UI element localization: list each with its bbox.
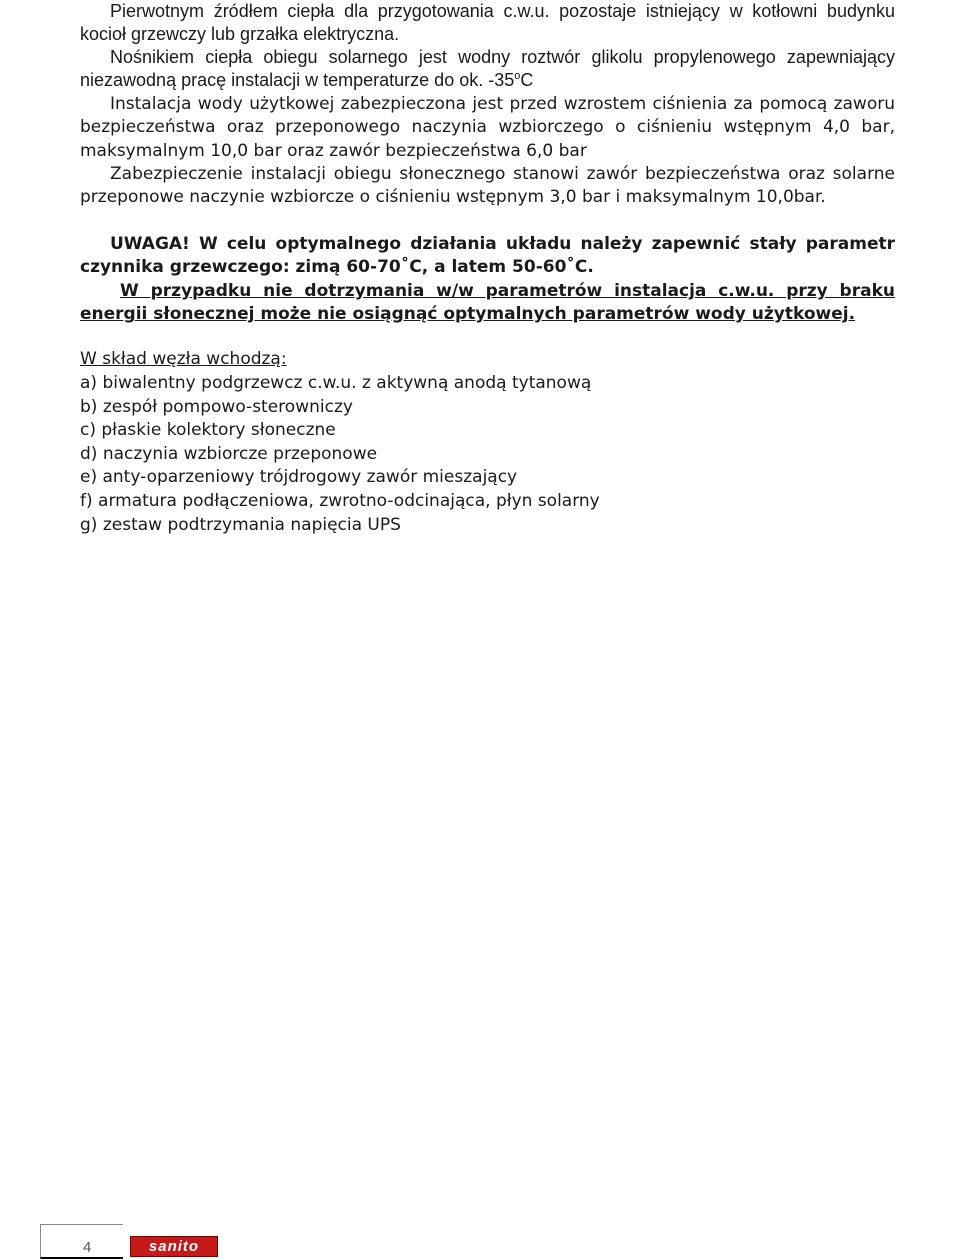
page-number: 4: [83, 1239, 92, 1256]
list-item: c) płaskie kolektory słoneczne: [80, 420, 336, 441]
page-number-box: [40, 1224, 123, 1259]
components-list: [80, 372, 600, 537]
list-item: b) zespół pompowo-sterowniczy: [80, 396, 353, 417]
paragraph-water-protection: Instalacja wody użytkowej zabezpieczona jest przed wzrostem ciśnienia za pomocą zaworu bezpieczeństwa oraz przeponowego naczynia wzbiorczego o ciśnieniu wstępnym 4,0 bar, maksymalnym 10,0 bar oraz zawór bezpieczeństwa 6,0 bar: [80, 94, 895, 161]
temperature-unit: C: [520, 70, 534, 91]
warning-underlined-text: W przypadku nie dotrzymania w/w parametrów instalacja c.w.u. przy braku energii słonecznej może nie osiągnąć optymalnych parametrów wody użytkowej.: [80, 281, 895, 325]
paragraph-solar-protection: Zabezpieczenie instalacji obiegu słonecznego stanowi zawór bezpieczeństwa oraz solarne przeponowe naczynie wzbiorcze o ciśnieniu wstępnym 3,0 bar i maksymalnym 10,0bar.: [80, 164, 895, 208]
list-item: g) zestaw podtrzymania napięcia UPS: [80, 514, 401, 535]
warning-text: UWAGA! W celu optymalnego działania układu należy zapewnić stały parametr czynnika grzewczego: zimą 60-70˚C, a latem 50-60˚C.: [80, 234, 895, 278]
paragraph-solar-medium: [80, 46, 895, 93]
sanito-logo: sanito: [130, 1236, 218, 1257]
list-item: f) armatura podłączeniowa, zwrotno-odcinająca, płyn solarny: [80, 490, 600, 511]
paragraph-heat-source: Pierwotnym źródłem ciepła dla przygotowania c.w.u. pozostaje istniejący w kotłowni budynku kocioł grzewczy lub grzałka elektryczna.: [80, 1, 895, 45]
degree-symbol: o: [514, 70, 521, 83]
list-item: e) anty-oparzeniowy trójdrogowy zawór mieszający: [80, 467, 518, 488]
solar-medium-text: Nośnikiem ciepła obiegu solarnego jest wodny roztwór glikolu propylenowego zapewniający niezawodną pracę instalacji w temperaturze do ok. -35: [80, 47, 895, 91]
components-title: W skład węzła wchodzą:: [80, 349, 287, 369]
list-item: d) naczynia wzbiorcze przeponowe: [80, 443, 378, 464]
list-item: a) biwalentny podgrzewcz c.w.u. z aktywną anodą tytanową: [80, 373, 592, 393]
